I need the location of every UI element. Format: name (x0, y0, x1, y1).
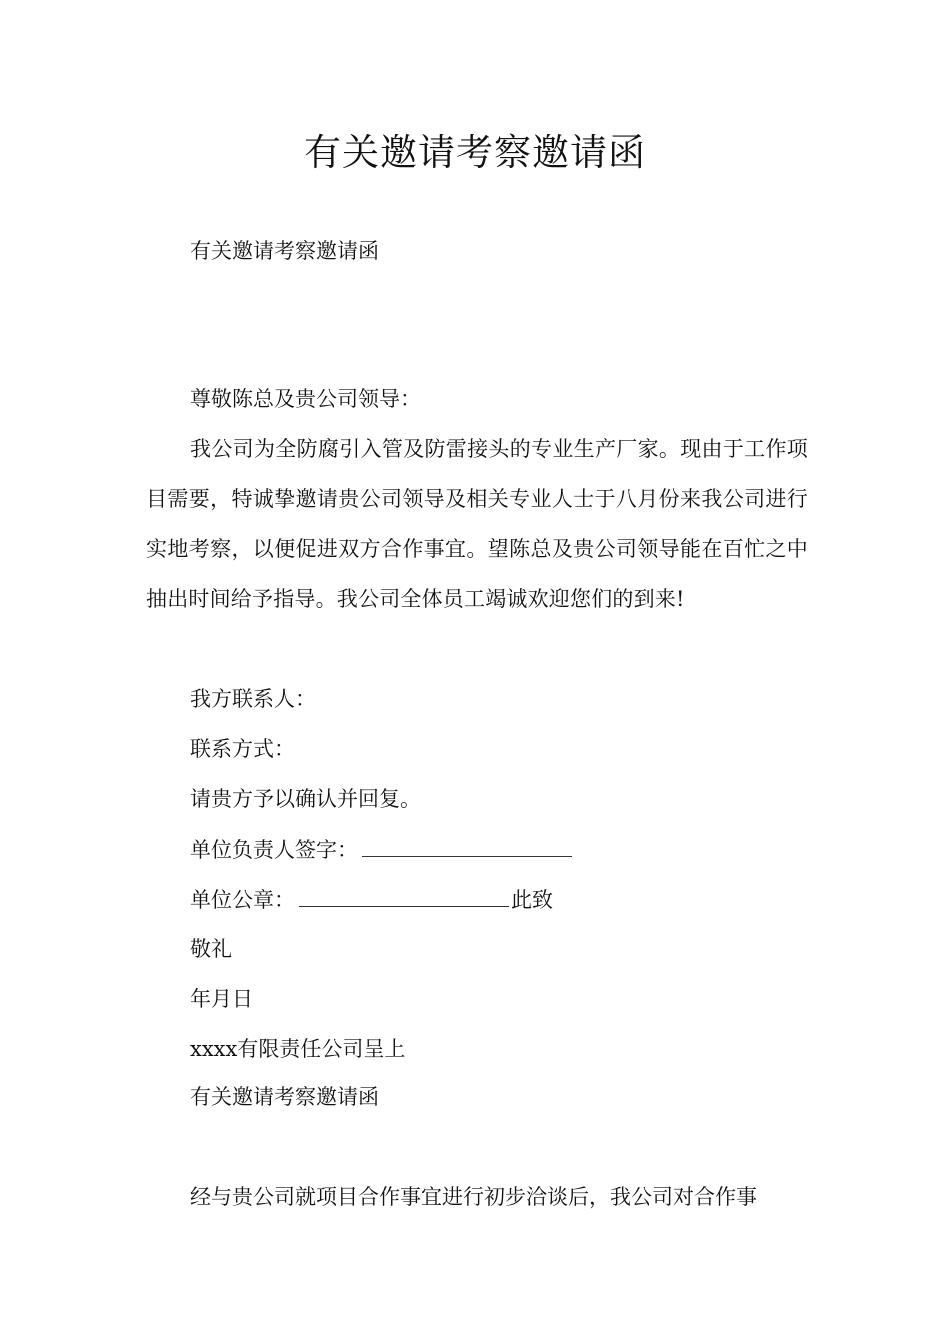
document-title: 有关邀请考察邀请函 (304, 131, 646, 174)
invitation-body: 我公司为全防腐引入管及防雷接头的专业生产厂家。现由于工作项目需要，特诚挚邀请贵公司领导及相关专业人士于八月份来我公司进行实地考察，以便促进双方合作事宜。望陈总及贵公司领导能在百忙之中抽出时间给予指导。我公司全体员工竭诚欢迎您们的到来! (146, 437, 808, 611)
seal-line (190, 884, 553, 915)
subtitle: 有关邀请考察邀请函 (190, 239, 379, 263)
confirm-request: 请贵方予以确认并回复。 (190, 787, 421, 811)
seal-label: 单位公章： (190, 888, 295, 912)
closing-phrase: 此致 (511, 888, 553, 912)
date-line: 年月日 (190, 987, 253, 1011)
signature-label: 单位负责人签字： (190, 838, 358, 862)
contact-person: 我方联系人： (190, 687, 316, 711)
contact-method: 联系方式： (190, 737, 295, 761)
seal-blank (299, 884, 509, 907)
salutation: 尊敬陈总及贵公司领导： (190, 387, 421, 411)
signature-line (190, 834, 572, 865)
signature-blank (362, 834, 572, 857)
second-body-start: 经与贵公司就项目合作事宜进行初步洽谈后，我公司对合作事 (190, 1185, 757, 1209)
second-title: 有关邀请考察邀请函 (190, 1085, 379, 1109)
company-line: xxxx有限责任公司呈上 (190, 1037, 406, 1061)
regards: 敬礼 (190, 937, 232, 961)
